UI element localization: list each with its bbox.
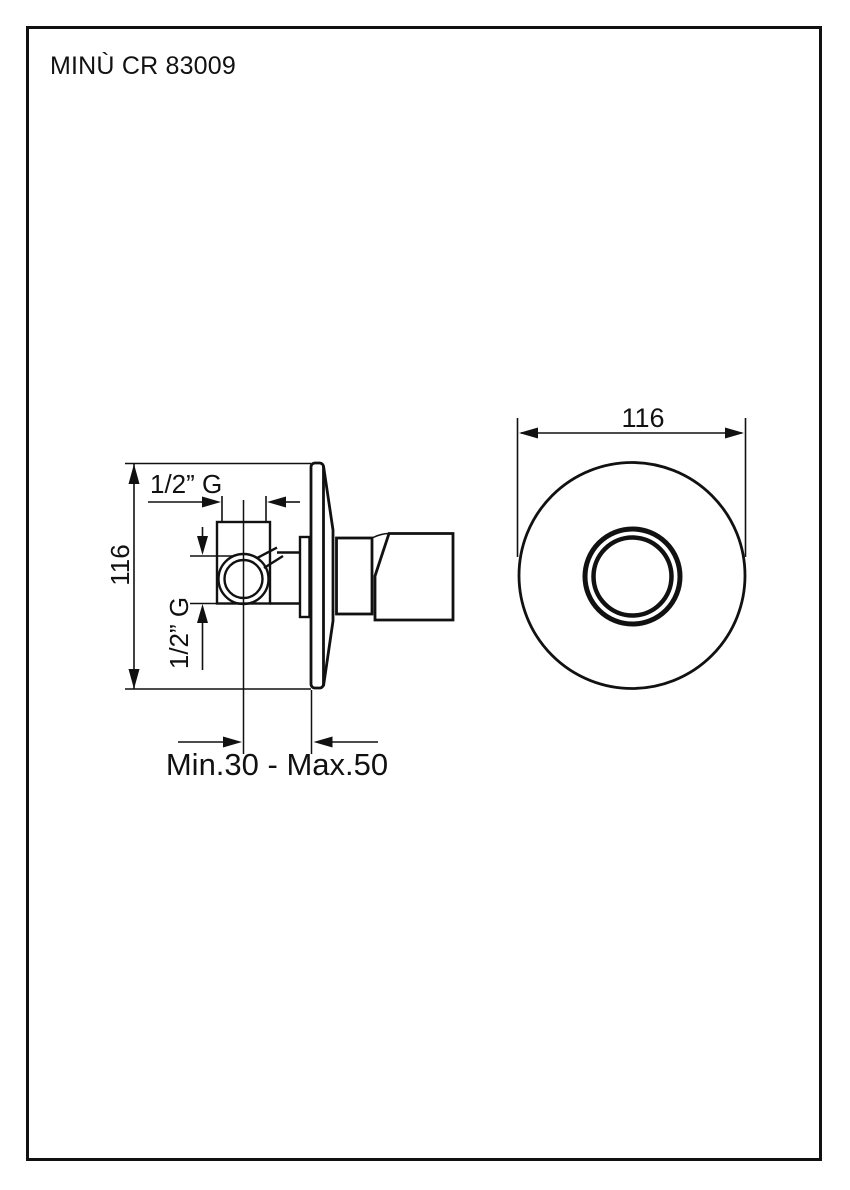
handle-front-ring-outer bbox=[585, 529, 680, 624]
dim-diameter bbox=[518, 403, 746, 557]
handle-knob bbox=[375, 534, 453, 621]
arrow-up-icon bbox=[129, 464, 140, 484]
dim-top-inlet bbox=[148, 469, 300, 521]
front-view-diameter-dim-label: 116 bbox=[621, 403, 665, 433]
dim-side-inlet bbox=[164, 527, 233, 670]
side-view bbox=[105, 463, 453, 782]
side-view-bottom-inlet-dim-label: 1/2” G bbox=[164, 596, 194, 670]
arrow-up-icon bbox=[197, 604, 208, 623]
arrow-left-icon bbox=[519, 428, 538, 439]
dim-depth bbox=[166, 737, 388, 783]
side-view-depth-dim-label: Min.30 - Max.50 bbox=[165, 747, 389, 782]
side-view-top-inlet-dim-label: 1/2” G bbox=[150, 469, 223, 499]
cartridge-plate bbox=[300, 537, 310, 617]
arrow-left-icon bbox=[267, 497, 286, 508]
page-border-frame bbox=[28, 28, 821, 1160]
arrow-right-icon bbox=[223, 737, 242, 748]
arrow-down-icon bbox=[197, 536, 208, 555]
product-title: MINÙ CR 83009 bbox=[50, 52, 236, 80]
escutcheon-plate bbox=[311, 463, 324, 688]
handle-front-ring-inner bbox=[594, 538, 672, 616]
side-view-height-dim-label: 116 bbox=[105, 544, 135, 586]
handle-sleeve bbox=[337, 538, 373, 614]
arrow-right-icon bbox=[725, 428, 744, 439]
escutcheon-cone bbox=[324, 466, 334, 686]
escutcheon-front-circle bbox=[519, 463, 745, 689]
front-view bbox=[518, 403, 746, 689]
arrow-down-icon bbox=[129, 669, 140, 689]
arrow-left-icon bbox=[314, 737, 333, 748]
